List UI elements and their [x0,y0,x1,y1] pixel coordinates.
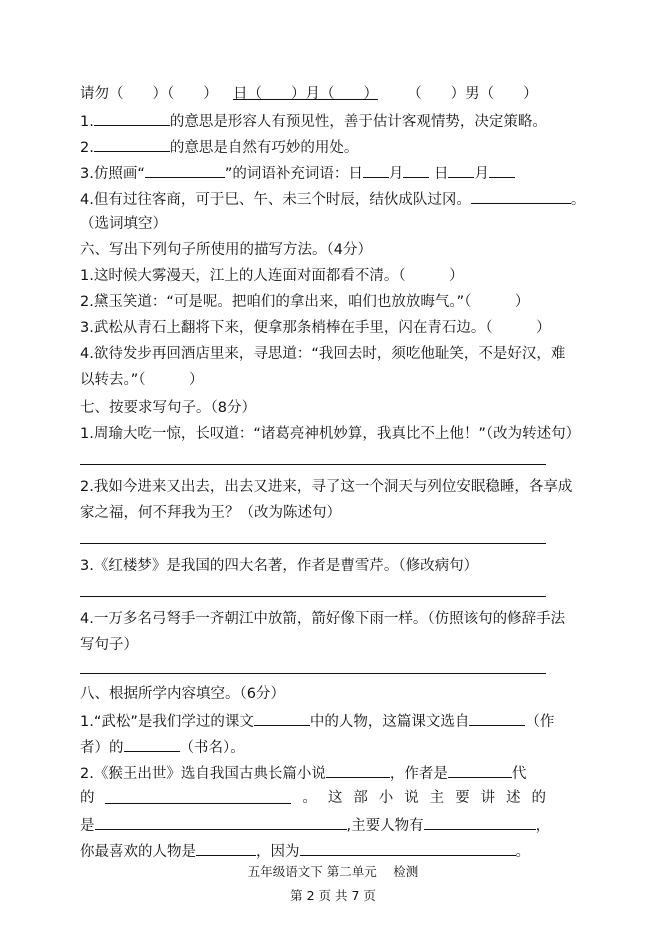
section-6-title: 六、写出下列句子所使用的描写方法。（4分） [80,242,372,258]
s7-question-4: 4.一万多名弓弩手一齐朝江中放箭，箭好像下雨一样。（仿照该句的修辞手法 [80,611,566,627]
s8-question-2-line3: 是 ,主要人物有 ， [80,814,580,836]
footer-page-number: 第 2 页 共 7 页 [290,888,376,903]
s7-question-2: 2.我如今进来又出去，出去又进来，寻了这一个洞天与列位安眠稳睡，各享成 [80,479,573,495]
answer-blank[interactable] [489,162,515,178]
answer-blank[interactable] [403,162,429,178]
header-row [80,84,580,104]
header-date: 日（ ）月（ ） [232,86,378,102]
answer-line[interactable] [80,543,546,544]
s8-question-2-line2: 的 。 这 部 小 说 主 要 讲 述 的 [80,790,546,806]
s6-question-4-cont: 以转去。”（ ） [80,372,204,388]
header-gender: （ ）男（ ） [407,86,538,102]
footer-subject: 五年级语文下 第二单元 检测 [247,864,419,879]
answer-blank[interactable] [424,814,536,830]
section-8-title: 八、根据所学内容填空。（6分） [80,686,285,702]
answer-line[interactable] [80,596,546,597]
s7-question-3: 3.《红楼梦》是我国的四大名著，作者是曹雪芹。（修改病句） [80,558,479,574]
answer-blank[interactable] [105,788,291,804]
answer-blank[interactable] [145,162,225,178]
answer-blank[interactable] [124,736,180,752]
answer-blank[interactable] [94,110,170,126]
answer-blank[interactable] [95,814,347,830]
answer-blank[interactable] [196,840,256,856]
section-7-title: 七、按要求写句子。（8分） [80,400,256,416]
answer-blank[interactable] [448,162,474,178]
s6-question-3: 3.武松从青石上翻将下来，便拿那条梢棒在手里，闪在青石边。（ ） [80,320,551,336]
s6-question-2: 2.黛玉笑道：“可是呢。把咱们的拿出来，咱们也放放晦气。”（ ） [80,294,530,310]
answer-blank[interactable] [326,762,390,778]
s5-question-2: 2. 的意思是自然有巧妙的用处。 [80,136,580,158]
answer-blank[interactable] [94,136,170,152]
s7-question-1: 1.周瑜大吃一惊，长叹道：“诸葛亮神机妙算，我真比不上他！”（改为转述句） [80,426,581,442]
answer-line[interactable] [80,464,546,465]
s7-question-2-cont: 家之福，何不拜我为王？（改为陈述句） [80,505,341,521]
s5-question-3: 3.仿照画“ ”的词语补充词语：日 月 日 月 [80,162,580,184]
answer-blank[interactable] [254,710,310,726]
s5-question-4-note: （选词填空） [80,216,167,232]
s8-question-1: 1.“武松”是我们学过的课文 中的人物，这篇课文选自 （作 [80,710,580,732]
s5-question-4: 4.但有过往客商，可于巳、午、未三个时辰，结伙成队过冈。 。 [80,188,580,210]
s8-question-2-line4: 你最喜欢的人物是 ，因为 。 [80,840,580,862]
s8-question-1-cont: 者）的 （书名）。 [80,736,580,758]
answer-blank[interactable] [469,710,525,726]
s6-question-1: 1.这时候大雾漫天，江上的人连面对面都看不清。（ ） [80,268,464,284]
answer-line[interactable] [80,673,546,674]
s5-question-1: 1. 的意思是形容人有预见性，善于估计客观情势，决定策略。 [80,110,580,132]
answer-blank[interactable] [448,762,512,778]
answer-blank[interactable] [471,188,571,204]
header-qingwu: 请勿（ ）（ ） [80,86,218,102]
s8-question-2: 2.《猴王出世》选自我国古典长篇小说 ，作者是 代 [80,762,580,784]
answer-blank[interactable] [363,162,389,178]
s6-question-4: 4.欲待发步再回酒店里来，寻思道：“我回去时，须吃他耻笑，不是好汉，难 [80,346,566,362]
answer-blank[interactable] [300,840,516,856]
s7-question-4-cont: 写句子） [80,637,138,653]
